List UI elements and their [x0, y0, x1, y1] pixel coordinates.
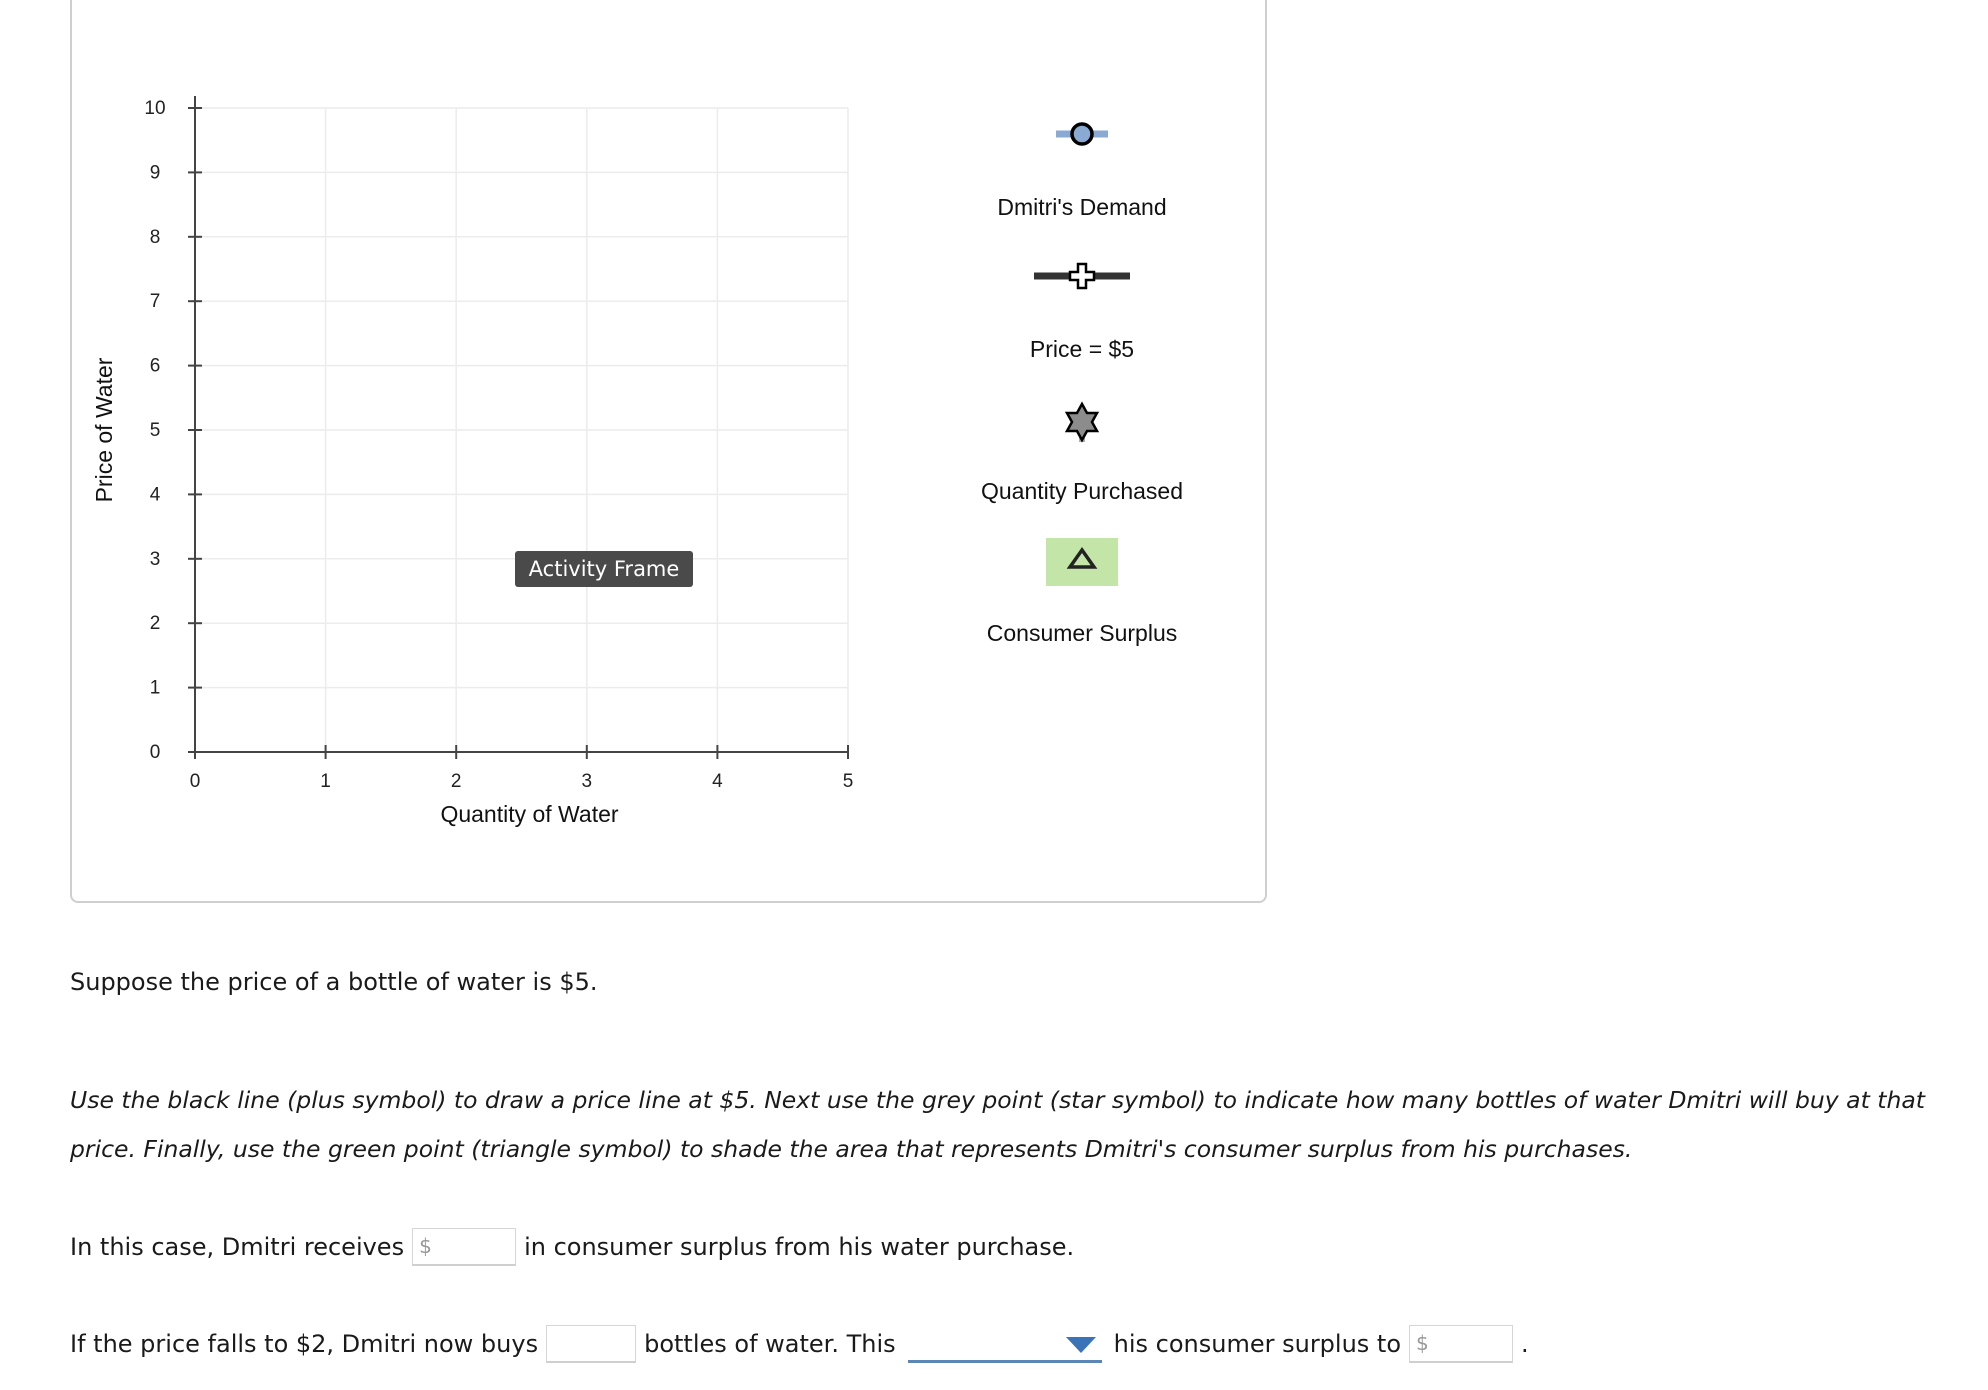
- legend-label-demand: Dmitri's Demand: [997, 194, 1167, 220]
- surplus-suffix: in consumer surplus from his water purchase.: [524, 1233, 1075, 1261]
- x-tick-label: 2: [450, 771, 462, 792]
- price-fall-after-dropdown: his consumer surplus to: [1113, 1330, 1402, 1358]
- x-tick-label: 3: [581, 771, 593, 792]
- circle-point-icon: [1072, 124, 1092, 144]
- legend-label-surplus: Consumer Surplus: [986, 620, 1178, 646]
- bottles-answer-input[interactable]: [546, 1325, 636, 1363]
- currency-symbol: $: [1416, 1331, 1429, 1355]
- price-fall-row: [70, 1325, 1529, 1363]
- star-point-icon: [1067, 404, 1097, 440]
- surplus-answer-input[interactable]: [412, 1228, 516, 1266]
- x-tick-label: 0: [189, 771, 201, 792]
- x-tick-label: 1: [320, 771, 331, 792]
- y-tick-label: 4: [149, 484, 161, 506]
- y-tick-label: 1: [149, 677, 161, 699]
- graph-canvas[interactable]: [72, 0, 1265, 901]
- currency-symbol: $: [419, 1234, 432, 1258]
- question-intro: Suppose the price of a bottle of water is $5.: [70, 968, 598, 996]
- period: .: [1521, 1330, 1529, 1358]
- y-tick-label: 8: [149, 226, 161, 248]
- y-tick-label: 10: [144, 98, 166, 119]
- y-tick-label: 5: [149, 420, 161, 441]
- change-dropdown[interactable]: [908, 1325, 1102, 1363]
- surplus-prefix: In this case, Dmitri receives: [70, 1233, 405, 1261]
- activity-frame-badge: Activity Frame: [515, 551, 693, 587]
- legend-label-price: Price = $5: [1029, 336, 1135, 362]
- y-tick-label: 3: [149, 548, 161, 570]
- chevron-down-icon: [1066, 1337, 1096, 1353]
- surplus-swatch-icon: [1046, 538, 1118, 586]
- surplus-question-row: [70, 1228, 1074, 1266]
- price-fall-prefix: If the price falls to $2, Dmitri now buys: [70, 1330, 539, 1358]
- y-tick-label: 2: [149, 613, 161, 635]
- x-tick-label: 4: [712, 771, 723, 792]
- plus-line-icon: [1070, 264, 1094, 288]
- y-tick-label: 9: [149, 162, 161, 184]
- graph-frame: [70, 0, 1267, 903]
- price-fall-middle: bottles of water. This: [644, 1330, 896, 1358]
- legend-label-quantity: Quantity Purchased: [980, 478, 1184, 504]
- new-surplus-answer-input[interactable]: [1409, 1325, 1513, 1363]
- question-instructions: Use the black line (plus symbol) to draw a price line at $5. Next use the grey point (star symbol) to indicate how many bottles of water Dmitri will buy at that price. Finally, use the green point (triangle symbol) to shade the area that represents Dmitri's consumer surplus from his purchases.: [70, 1086, 1925, 1163]
- y-axis-label: Price of Water: [91, 357, 117, 503]
- x-axis-label: Quantity of Water: [440, 801, 619, 827]
- y-tick-label: 7: [149, 291, 161, 313]
- y-tick-label: 0: [149, 742, 161, 763]
- y-tick-label: 6: [149, 355, 161, 377]
- x-tick-label: 5: [842, 771, 854, 792]
